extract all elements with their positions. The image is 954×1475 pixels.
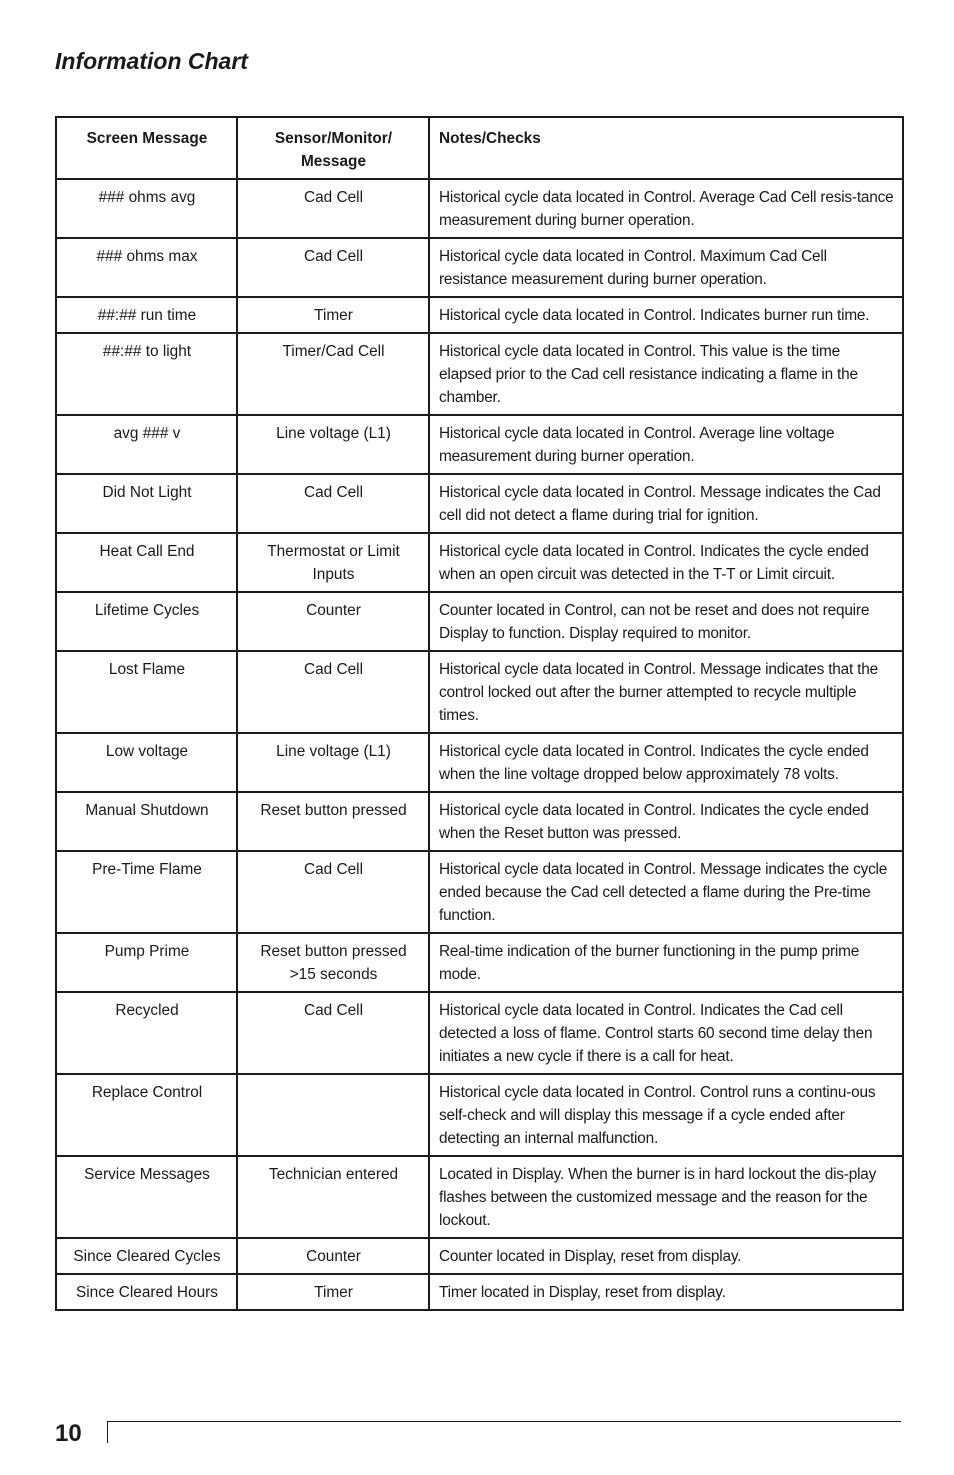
cell-screen-message: Heat Call End: [56, 533, 237, 592]
cell-sensor-monitor-message: Timer: [237, 1274, 429, 1310]
cell-notes-checks: Historical cycle data located in Control. Message indicates the cycle ended because the Cad cell detected a flame during the Pre-time function.: [429, 851, 903, 933]
cell-screen-message: Since Cleared Hours: [56, 1274, 237, 1310]
table-row: [56, 1274, 903, 1310]
cell-screen-message: ##:## run time: [56, 297, 237, 333]
cell-screen-message: ### ohms avg: [56, 179, 237, 238]
cell-screen-message: avg ### v: [56, 415, 237, 474]
table-row: [56, 792, 903, 851]
cell-notes-checks: Historical cycle data located in Control. Indicates the cycle ended when the line voltage dropped below approximately 78 volts.: [429, 733, 903, 792]
table-row: [56, 592, 903, 651]
cell-notes-checks: Real-time indication of the burner functioning in the pump prime mode.: [429, 933, 903, 992]
cell-screen-message: Since Cleared Cycles: [56, 1238, 237, 1274]
cell-sensor-monitor-message: Line voltage (L1): [237, 415, 429, 474]
table-row: [56, 415, 903, 474]
cell-notes-checks: Located in Display. When the burner is in hard lockout the dis-play flashes between the customized message and the reason for the lockout.: [429, 1156, 903, 1238]
cell-screen-message: ### ohms max: [56, 238, 237, 297]
cell-sensor-monitor-message: Cad Cell: [237, 851, 429, 933]
cell-sensor-monitor-message: [237, 1074, 429, 1156]
table-row: [56, 474, 903, 533]
header-sensor-monitor-message: Sensor/Monitor/ Message: [237, 117, 429, 179]
header-screen-message: Screen Message: [56, 117, 237, 179]
cell-notes-checks: Historical cycle data located in Control. Control runs a continu-ous self-check and will display this message if a cycle ended after detecting an internal malfunction.: [429, 1074, 903, 1156]
cell-sensor-monitor-message: Cad Cell: [237, 474, 429, 533]
table-row: [56, 1074, 903, 1156]
page-title: Information Chart: [55, 48, 248, 74]
table-row: [56, 238, 903, 297]
cell-screen-message: Pump Prime: [56, 933, 237, 992]
cell-sensor-monitor-message: Cad Cell: [237, 651, 429, 733]
cell-sensor-monitor-message: Counter: [237, 592, 429, 651]
cell-screen-message: Recycled: [56, 992, 237, 1074]
cell-sensor-monitor-message: Thermostat or Limit Inputs: [237, 533, 429, 592]
cell-screen-message: Pre-Time Flame: [56, 851, 237, 933]
header-notes-checks: Notes/Checks: [429, 117, 903, 179]
cell-notes-checks: Historical cycle data located in Control. Message indicates that the control locked out after the burner attempted to recycle multiple times.: [429, 651, 903, 733]
cell-sensor-monitor-message: Timer/Cad Cell: [237, 333, 429, 415]
cell-sensor-monitor-message: Timer: [237, 297, 429, 333]
cell-sensor-monitor-message: Reset button pressed: [237, 792, 429, 851]
cell-notes-checks: Historical cycle data located in Control. Indicates the Cad cell detected a loss of flame. Control starts 60 second time delay then initiates a new cycle if there is a call for heat.: [429, 992, 903, 1074]
cell-screen-message: Lifetime Cycles: [56, 592, 237, 651]
footer-rule-tick: [107, 1421, 108, 1443]
page-number: 10: [55, 1420, 82, 1447]
information-chart-table: [55, 116, 904, 1311]
table-row: [56, 651, 903, 733]
table-row: [56, 333, 903, 415]
table-body: [56, 179, 903, 1310]
table-row: [56, 851, 903, 933]
cell-screen-message: Did Not Light: [56, 474, 237, 533]
cell-notes-checks: Historical cycle data located in Control. Message indicates the Cad cell did not detect a flame during trial for ignition.: [429, 474, 903, 533]
table-row: [56, 297, 903, 333]
cell-notes-checks: Historical cycle data located in Control. Indicates the cycle ended when an open circuit was detected in the T-T or Limit circuit.: [429, 533, 903, 592]
table-row: [56, 533, 903, 592]
table-header-row: [56, 117, 903, 179]
footer-rule: [107, 1421, 901, 1422]
cell-notes-checks: Counter located in Display, reset from display.: [429, 1238, 903, 1274]
cell-notes-checks: Historical cycle data located in Control. Average line voltage measurement during burner operation.: [429, 415, 903, 474]
table-row: [56, 733, 903, 792]
cell-screen-message: Replace Control: [56, 1074, 237, 1156]
table-row: [56, 992, 903, 1074]
cell-sensor-monitor-message: Cad Cell: [237, 179, 429, 238]
cell-screen-message: Service Messages: [56, 1156, 237, 1238]
cell-sensor-monitor-message: Counter: [237, 1238, 429, 1274]
cell-sensor-monitor-message: Line voltage (L1): [237, 733, 429, 792]
cell-sensor-monitor-message: Reset button pressed >15 seconds: [237, 933, 429, 992]
cell-screen-message: ##:## to light: [56, 333, 237, 415]
cell-notes-checks: Historical cycle data located in Control. Indicates burner run time.: [429, 297, 903, 333]
cell-notes-checks: Historical cycle data located in Control. Indicates the cycle ended when the Reset button was pressed.: [429, 792, 903, 851]
table-row: [56, 179, 903, 238]
cell-notes-checks: Timer located in Display, reset from display.: [429, 1274, 903, 1310]
table-row: [56, 1238, 903, 1274]
cell-screen-message: Manual Shutdown: [56, 792, 237, 851]
cell-screen-message: Lost Flame: [56, 651, 237, 733]
table-row: [56, 933, 903, 992]
cell-screen-message: Low voltage: [56, 733, 237, 792]
cell-notes-checks: Historical cycle data located in Control. Average Cad Cell resis-tance measurement during burner operation.: [429, 179, 903, 238]
cell-sensor-monitor-message: Cad Cell: [237, 992, 429, 1074]
cell-notes-checks: Historical cycle data located in Control. This value is the time elapsed prior to the Cad cell resistance indicating a flame in the chamber.: [429, 333, 903, 415]
cell-sensor-monitor-message: Technician entered: [237, 1156, 429, 1238]
cell-sensor-monitor-message: Cad Cell: [237, 238, 429, 297]
cell-notes-checks: Counter located in Control, can not be reset and does not require Display to function. Display required to monitor.: [429, 592, 903, 651]
table-row: [56, 1156, 903, 1238]
cell-notes-checks: Historical cycle data located in Control. Maximum Cad Cell resistance measurement during burner operation.: [429, 238, 903, 297]
